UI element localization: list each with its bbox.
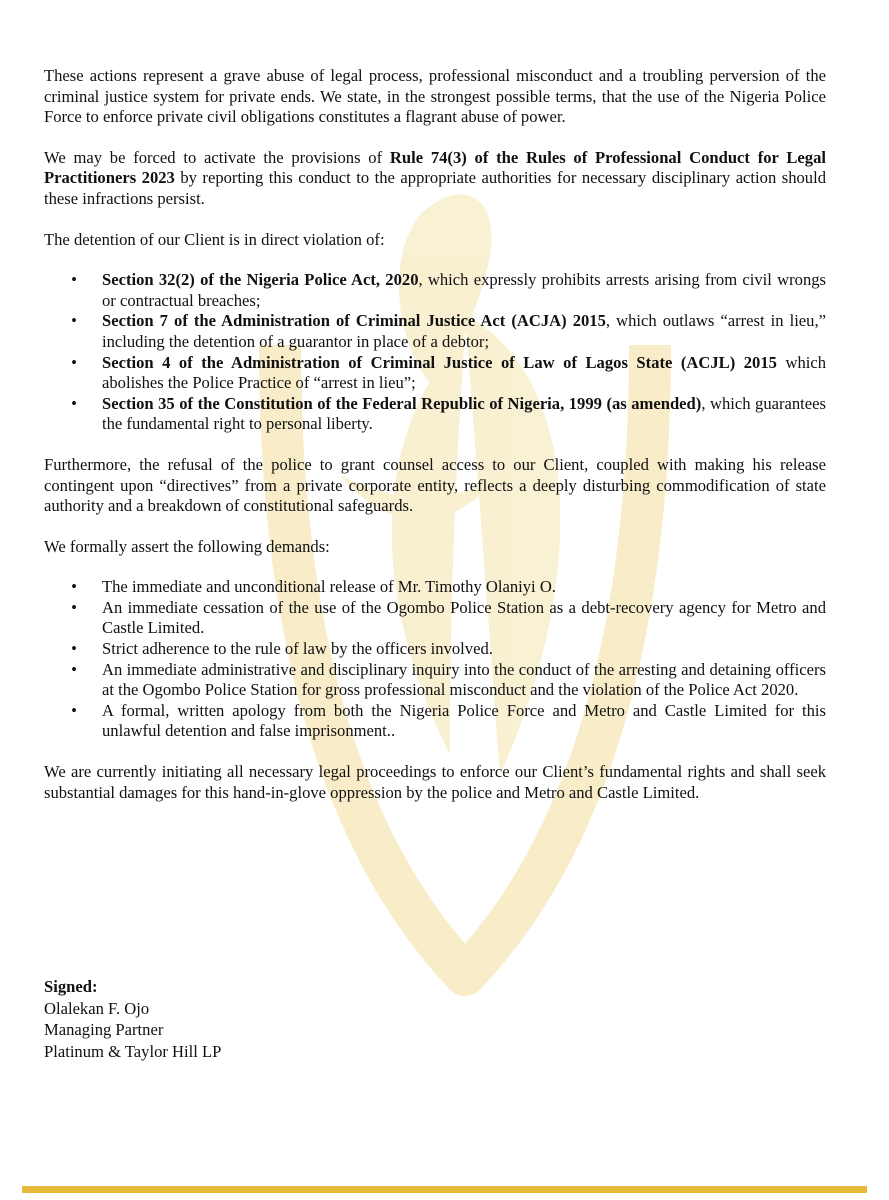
footer-divider [22, 1186, 867, 1193]
demand-text: Strict adherence to the rule of law by the officers involved. [102, 639, 493, 659]
violations-list [44, 270, 826, 435]
list-item [44, 639, 826, 660]
bullet-icon: • [71, 393, 77, 413]
letter-body [44, 66, 826, 823]
violation-citation: Section 32(2) of the Nigeria Police Act, 2020 [102, 270, 419, 290]
list-item [44, 598, 826, 639]
paragraph-rule-74-pre: We may be forced to activate the provisions of [44, 147, 390, 167]
violation-citation: Section 7 of the Administration of Criminal Justice Act (ACJA) 2015 [102, 311, 606, 331]
paragraph-rule-74-post: by reporting this conduct to the appropriate authorities for necessary disciplinary action should these infractions persist. [44, 168, 826, 208]
paragraph-counsel-access: Furthermore, the refusal of the police to grant counsel access to our Client, coupled with making his release contingent upon “directives” from a private corporate entity, reflects a deeply disturbing commodification of state authority and a breakdown of constitutional safeguards. [44, 454, 826, 516]
paragraph-rule-74-citation: Rule 74(3) of the Rules of Professional Conduct for Legal Practitioners 2023 [44, 147, 826, 188]
violation-citation: Section 35 of the Constitution of the Federal Republic of Nigeria, 1999 (as amended) [102, 393, 702, 413]
bullet-icon: • [71, 700, 77, 720]
paragraph-abuse-of-process: These actions represent a grave abuse of legal process, professional misconduct and a troubling perversion of the criminal justice system for private ends. We state, in the strongest possible terms, that the use of the Nigeria Police Force to enforce private civil obligations constitutes a flagrant abuse of power. [44, 66, 826, 127]
signed-label: Signed: [44, 977, 98, 996]
paragraph-legal-proceedings: We are currently initiating all necessary legal proceedings to enforce our Client’s fundamental rights and shall seek substantial damages for this hand-in-glove oppression by the police and Metro and Castle Limited. [44, 762, 826, 802]
violation-text: , which expressly prohibits arrests arising from civil wrongs or contractual breaches; [102, 270, 826, 310]
demand-text: A formal, written apology from both the Nigeria Police Force and Metro and Castle Limited for this unlawful detention and false imprisonment.. [102, 700, 826, 741]
demand-text: An immediate cessation of the use of the Ogombo Police Station as a debt-recovery agency for Metro and Castle Limited. [102, 597, 826, 638]
demand-text: An immediate administrative and disciplinary inquiry into the conduct of the arresting and detaining officers at the Ogombo Police Station for gross professional misconduct and the violation of the Police Act 2020. [102, 659, 826, 700]
list-item [44, 660, 826, 701]
firm-name: Platinum & Taylor Hill LP [44, 1041, 222, 1061]
signatory-title: Managing Partner [44, 1020, 164, 1039]
demand-text: The immediate and unconditional release of Mr. Timothy Olaniyi O. [102, 577, 556, 597]
bullet-icon: • [71, 311, 77, 331]
violation-text: which abolishes the Police Practice of “arrest in lieu”; [102, 352, 827, 393]
signature-block [44, 976, 221, 1062]
bullet-icon: • [71, 352, 77, 372]
violation-text: , which guarantees the fundamental right to personal liberty. [102, 393, 826, 434]
list-item [44, 270, 826, 311]
bullet-icon: • [71, 659, 77, 679]
paragraph-violation-intro: The detention of our Client is in direct violation of: [44, 229, 385, 249]
list-item [44, 394, 826, 435]
paragraph-rule-74 [44, 148, 826, 210]
signatory-name: Olalekan F. Ojo [44, 998, 150, 1018]
demands-list [44, 577, 826, 742]
bullet-icon: • [71, 639, 77, 659]
list-item [44, 311, 826, 352]
bullet-icon: • [71, 577, 77, 597]
paragraph-demands-intro: We formally assert the following demands: [44, 536, 330, 556]
violation-text: , which outlaws “arrest in lieu,” including the detention of a guarantor in place of a debtor; [102, 311, 826, 351]
bullet-icon: • [71, 597, 77, 617]
bullet-icon: • [71, 270, 77, 290]
list-item [44, 577, 826, 598]
list-item [44, 353, 826, 394]
violation-citation: Section 4 of the Administration of Criminal Justice of Law of Lagos State (ACJL) 2015 [102, 352, 777, 372]
list-item [44, 701, 826, 742]
